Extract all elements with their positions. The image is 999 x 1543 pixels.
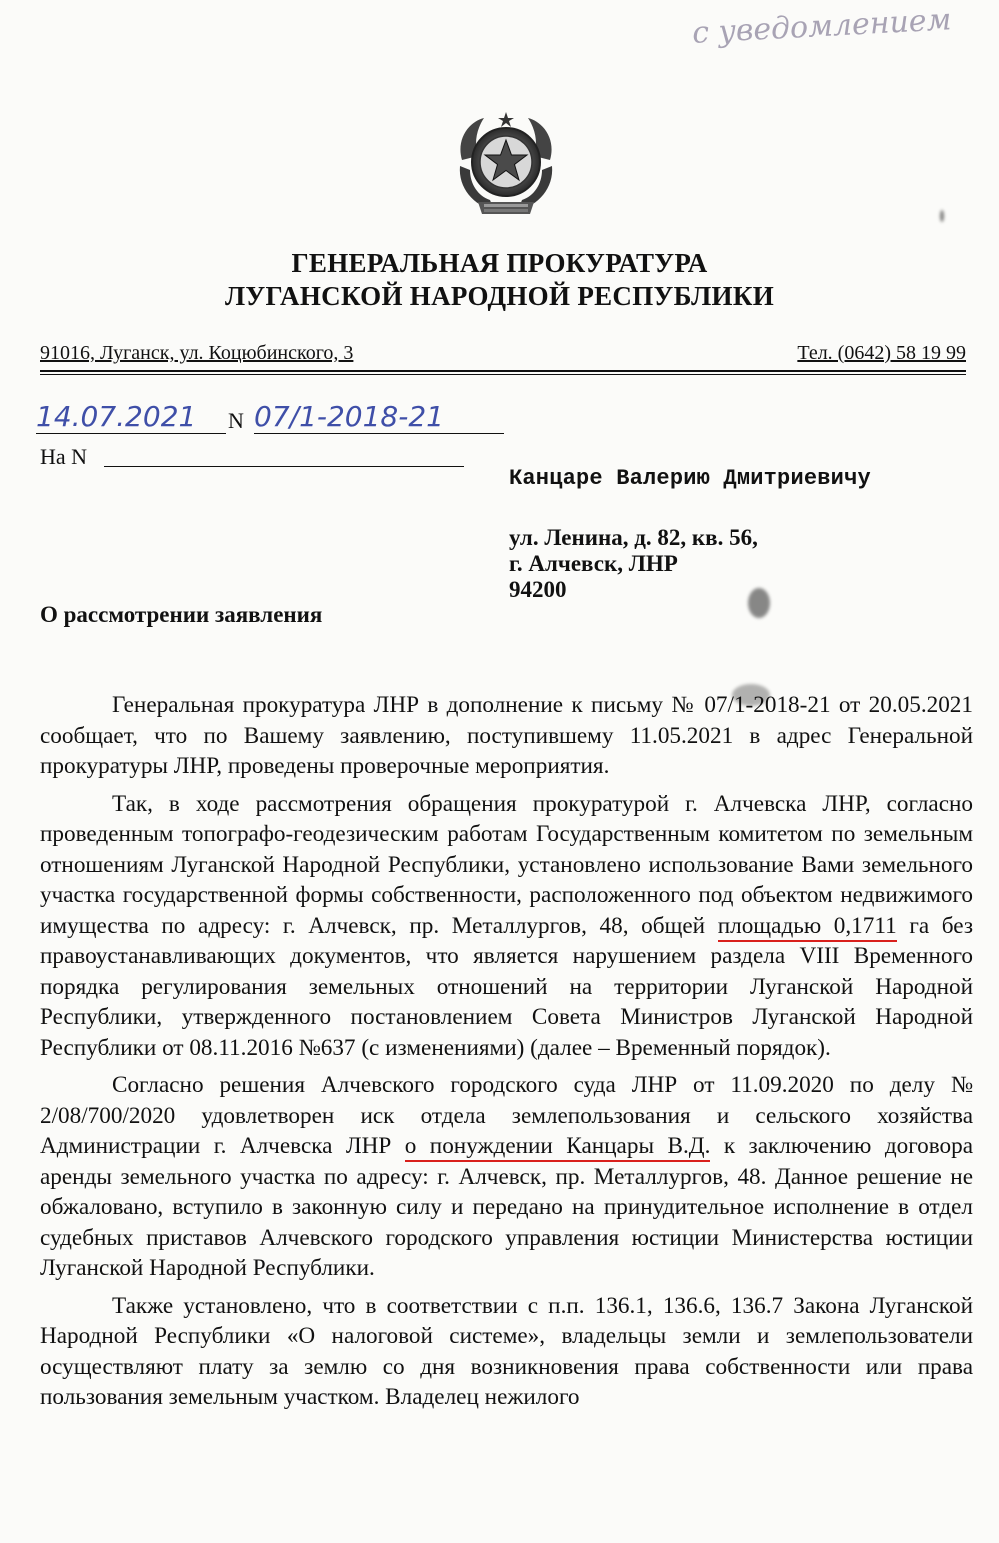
ink-mark <box>940 210 944 222</box>
body-paragraph: Генеральная прокуратура ЛНР в дополнение к письму № 07/1-2018-21 от 20.05.2021 сообщает, что по Вашему заявлению, поступившему 11.05.2021 в адрес Генеральной прокуратуры ЛНР, проведены проверочные мероприятия. <box>40 692 973 779</box>
organization-region: ЛУГАНСКОЙ НАРОДНОЙ РЕСПУБЛИКИ <box>224 281 775 311</box>
letterhead-divider-thin <box>40 374 966 375</box>
body-paragraph: Также установлено, что в соответствии с п.п. 136.1, 136.6, 136.7 Закона Луганской Народной Республики «О налоговой системе», владельцы земли и землепользователи осуществляют плату за землю со дня возникновения права собственности или права пользования земельным участком. Владелец нежилого <box>40 1292 973 1410</box>
recipient-name: Канцаре Валерию Дмитриевичу <box>509 466 871 491</box>
body-paragraph <box>40 1070 973 1284</box>
organization-address: 91016, Луганск, ул. Коцюбинского, 3 <box>40 342 354 364</box>
letterhead-divider <box>40 370 966 372</box>
coat-of-arms-icon <box>448 110 564 220</box>
recipient-postcode: 94200 <box>509 577 567 602</box>
reply-number-blank <box>104 466 464 467</box>
reply-label: На N <box>40 444 88 469</box>
outgoing-number: 07/1-2018-21 <box>254 400 504 434</box>
letterhead-contacts <box>40 342 966 368</box>
recipient-city: г. Алчевск, ЛНР <box>509 551 678 576</box>
body-paragraph <box>40 789 973 1064</box>
outgoing-reference <box>36 400 536 438</box>
red-underlined-area: площадью 0,1711 <box>718 913 897 942</box>
recipient-street: ул. Ленина, д. 82, кв. 56, <box>509 525 758 550</box>
body-text-segment: га без правоустанавливающих документов, что является нарушением раздела VIII Временного порядка регулирования земельных отношений на территории Луганской Народной Республики, утвержденного постановлением Совета Министров Луганской Народной Республики от 08.11.2016 №637 (с изменениями) (далее – Временный порядок). <box>40 912 974 1061</box>
outgoing-date: 14.07.2021 <box>36 400 226 434</box>
handwritten-note: с уведомлением <box>691 2 953 51</box>
body-text-segment: к заключению договора аренды земельного участка по адресу: г. Алчевск, пр. Металлургов, 48. Данное решение не обжаловано, вступило в законную силу и передано на принудительное исполнение в отдел судебных приставов Алчевского городского управления юстиции Министерства юстиции Луганской Народной Республики. <box>40 1133 974 1281</box>
number-label: N <box>228 408 244 433</box>
body-text-segment: Согласно решения Алчевского городского суда ЛНР от 11.09.2020 по делу № 2/08/700/2020 удовлетворен иск отдела землепользования и сельского хозяйства Администрации г. Алчевска ЛНР <box>40 1072 973 1159</box>
body-text-segment: Так, в ходе рассмотрения обращения прокуратурой г. Алчевска ЛНР, согласно проведенным топографо-геодезическим работам Государственным комитетом по земельным отношениям Луганской Народной Республики, установлено использование Вами земельного участка государственной формы собственности, расположенного под объектом недвижимого имущества по адресу: г. Алчевск, пр. Металлургов, 48, общей <box>40 790 973 939</box>
organization-name: ГЕНЕРАЛЬНАЯ ПРОКУРАТУРА <box>291 248 708 278</box>
reply-reference <box>40 444 480 470</box>
organization-phone: Тел. (0642) 58 19 99 <box>797 342 966 364</box>
letter-subject: О рассмотрении заявления <box>40 602 323 627</box>
red-underlined-compulsion: о понуждении Канцары В.Д. <box>405 1133 711 1162</box>
letter-body <box>40 690 973 1420</box>
ink-smudge <box>748 588 770 618</box>
